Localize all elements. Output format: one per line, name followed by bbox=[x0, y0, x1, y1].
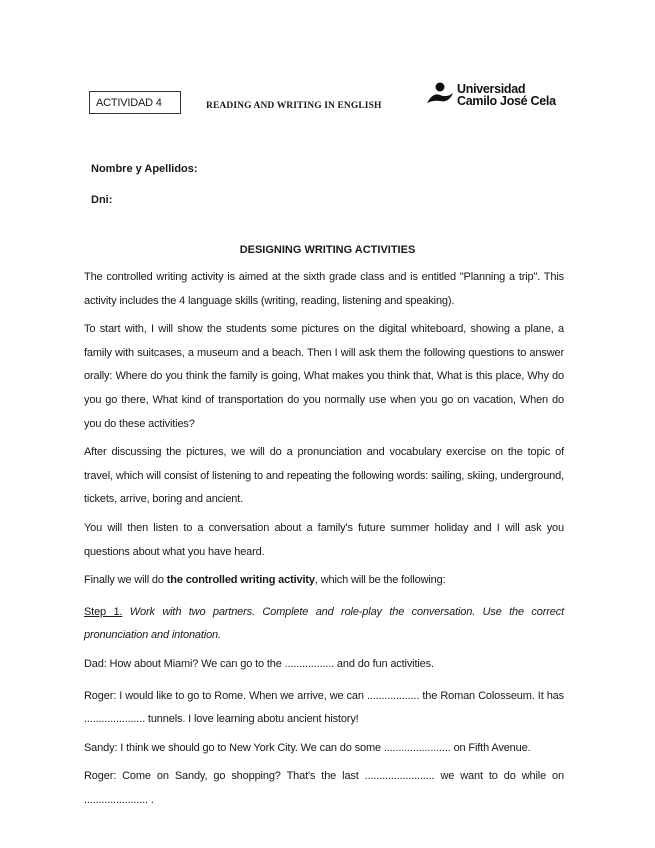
name-field-label: Nombre y Apellidos: bbox=[91, 163, 198, 175]
activity-label: ACTIVIDAD 4 bbox=[96, 96, 162, 109]
dni-field-label: Dni: bbox=[91, 194, 113, 206]
paragraph-finally bbox=[84, 569, 564, 593]
paragraph-intro: The controlled writing activity is aimed at the sixth grade class and is entitled "Planning a trip". This activity includes the 4 language skills (writing, reading, listening and speaking). bbox=[84, 271, 564, 307]
university-logo bbox=[425, 82, 556, 108]
document-body bbox=[84, 266, 564, 817]
dialogue-roger-2: Roger: Come on Sandy, go shopping? That's the last ........................ we want to do while on ...................... . bbox=[84, 770, 564, 806]
paragraph-step-1 bbox=[84, 601, 564, 648]
activity-label-box bbox=[89, 91, 181, 114]
ucjc-logo-icon bbox=[425, 82, 455, 108]
paragraph-listening: You will then listen to a conversation about a family's future summer holiday and I will ask you questions about what you have heard. bbox=[84, 521, 564, 558]
finally-bold: the controlled writing activity bbox=[166, 574, 315, 587]
step-1-label: Step 1. bbox=[84, 605, 123, 618]
paragraph-pronunciation: After discussing the pictures, we will do a pronunciation and vocabulary exercise on the topic of travel, which will consist of listening to and repeating the following words: sailing, skiing, underground, tickets, arrive, boring and ancient. bbox=[84, 446, 564, 506]
logo-line-2: Camilo José Cela bbox=[457, 94, 556, 108]
finally-suffix: , which will be the following: bbox=[314, 574, 446, 587]
step-1-instructions: Work with two partners. Complete and role-play the conversation. Use the correct pronunciation and intonation. bbox=[84, 605, 564, 642]
finally-prefix: Finally we will do bbox=[84, 574, 167, 587]
document-title: DESIGNING WRITING ACTIVITIES bbox=[239, 244, 416, 256]
dialogue-roger-1: Roger: I would like to go to Rome. When we arrive, we can .................. the Roman Colosseum. It has ..................... tunnels. I love learning abotu ancient history! bbox=[84, 689, 564, 726]
dialogue-dad: Dad: How about Miami? We can go to the ................. and do fun activities. bbox=[84, 657, 434, 670]
dialogue-sandy: Sandy: I think we should go to New York City. We can do some ....................... on Fifth Avenue. bbox=[84, 741, 531, 754]
subject-heading: READING AND WRITING IN ENGLISH bbox=[206, 101, 382, 111]
logo-line-1: Universidad bbox=[457, 82, 526, 96]
paragraph-pictures: To start with, I will show the students some pictures on the digital whiteboard, showing a plane, a family with suitcases, a museum and a beach. Then I will ask them the following questions to answer orally: Where do you think the family is going, What makes you think that, What is this place, Why do you go there, What kind of transportation do you normally use when you go on vacation, When do you do these activities? bbox=[84, 323, 564, 430]
logo-text bbox=[457, 83, 556, 107]
